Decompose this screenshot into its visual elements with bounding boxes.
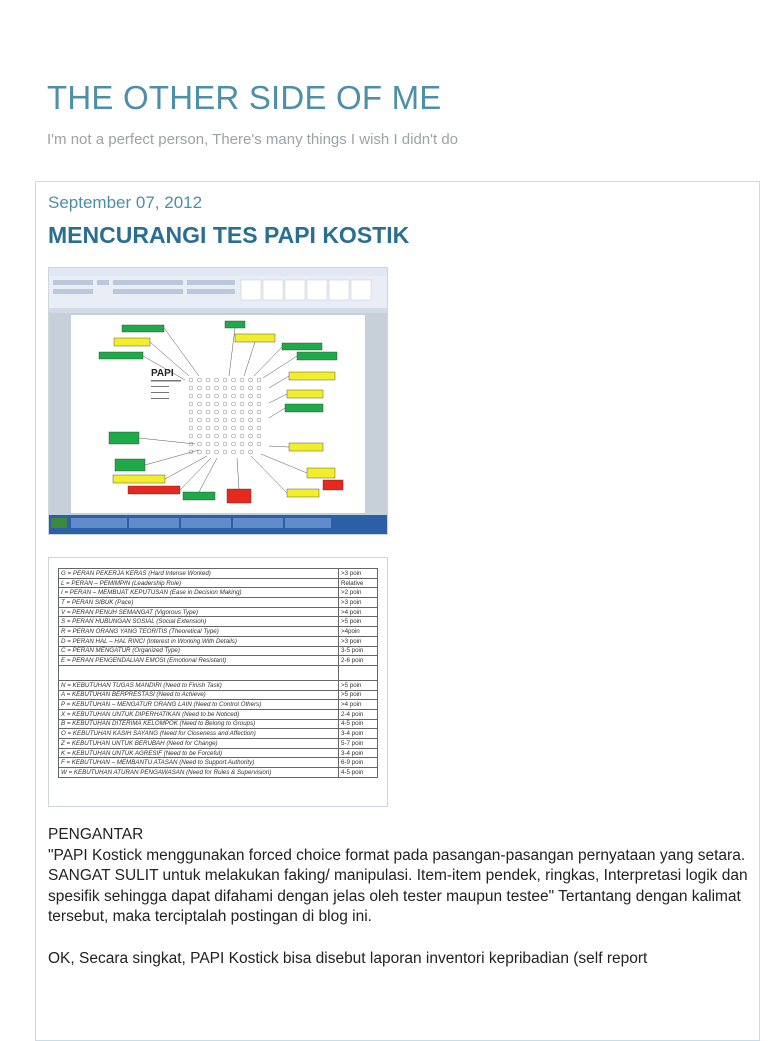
table-row xyxy=(59,627,378,637)
table-cell-label: L = PERAN – PEMIMPIN (Leadership Role) xyxy=(59,578,339,588)
table-row xyxy=(59,758,378,768)
table-row xyxy=(59,665,378,680)
table-cell-label xyxy=(59,665,339,680)
table-cell-label: R = PERAN ORANG YANG TEORITIS (Theoretical Type) xyxy=(59,627,339,637)
table-cell-label: A = KEBUTUHAN BERPRESTASI (Need to Achieve) xyxy=(59,690,339,700)
table-row xyxy=(59,680,378,690)
table-cell-value: >5 poin xyxy=(339,690,378,700)
table-cell-value: 5-7 poin xyxy=(339,739,378,749)
table-cell-label: W = KEBUTUHAN ATURAN PENGAWASAN (Need for Rules & Supervision) xyxy=(59,768,339,778)
table-cell-value: >3 poin xyxy=(339,598,378,608)
table-cell-label: O = KEBUTUHAN KASIH SAYANG (Need for Closeness and Affection) xyxy=(59,729,339,739)
papi-diagram-image[interactable] xyxy=(48,267,388,535)
table-cell-value: 2-4 poin xyxy=(339,709,378,719)
table-cell-label: E = PERAN PENGENDALIAN EMOSI (Emotional Resistant) xyxy=(59,656,339,666)
table-cell-label: K = KEBUTUHAN UNTUK AGRESIF (Need to be Forceful) xyxy=(59,748,339,758)
table-cell-label: S = PERAN HUBUNGAN SOSIAL (Social Extension) xyxy=(59,617,339,627)
post-date[interactable]: September 07, 2012 xyxy=(48,193,203,212)
table-cell-value: 3-4 poin xyxy=(339,748,378,758)
table-row xyxy=(59,607,378,617)
table-cell-value: 2-6 poin xyxy=(339,656,378,666)
blog-description: I'm not a perfect person, There's many things I wish I didn't do xyxy=(47,131,459,148)
table-cell-label: D = PERAN HAL – HAL RINCI (Interest in Working With Details) xyxy=(59,636,339,646)
table-row xyxy=(59,709,378,719)
table-row xyxy=(59,588,378,598)
table-cell-value: >5 poin xyxy=(339,680,378,690)
table-cell-label: G = PERAN PEKERJA KERAS (Hard Intense Worked) xyxy=(59,569,339,579)
table-row xyxy=(59,598,378,608)
table-cell-label: T = PERAN SIBUK (Pace) xyxy=(59,598,339,608)
table-cell-label: I = PERAN – MEMBUAT KEPUTUSAN (Ease in Decision Making) xyxy=(59,588,339,598)
table-cell-value xyxy=(339,665,378,680)
table-row xyxy=(59,739,378,749)
table-row xyxy=(59,729,378,739)
post-body xyxy=(48,825,748,990)
table-cell-value: >5 poin xyxy=(339,617,378,627)
table-cell-value: >4 poin xyxy=(339,700,378,710)
table-row xyxy=(59,656,378,666)
table-cell-label: N = KEBUTUHAN TUGAS MANDIRI (Need to Finish Task) xyxy=(59,680,339,690)
post-title[interactable]: MENCURANGI TES PAPI KOSTIK xyxy=(48,222,410,248)
post-paragraph-intro: PENGANTAR "PAPI Kostick menggunakan forced choice format pada pasangan-pasangan pernyataan yang setara. SANGAT SULIT untuk melakukan faking/ manipulasi. Item-item pendek, ringkas, Interpretasi logik dan spesifik sehingga dapat difahami dengan jelas oleh tester maupun testee" Tertantang dengan kalimat tersebut, maka terciptalah postingan di blog ini. xyxy=(48,826,748,925)
papi-label: PAPI xyxy=(151,368,174,379)
table-row xyxy=(59,700,378,710)
table-row xyxy=(59,578,378,588)
post-paragraph-2: OK, Secara singkat, PAPI Kostick bisa disebut laporan inventori kepribadian (self report xyxy=(48,949,648,967)
table-cell-value: >2 poin xyxy=(339,588,378,598)
table-cell-label: P = KEBUTUHAN – MENGATUR ORANG LAIN (Need to Control Others) xyxy=(59,700,339,710)
table-cell-label: C = PERAN MENGATUR (Organized Type) xyxy=(59,646,339,656)
table-cell-value: 3-5 poin xyxy=(339,646,378,656)
table-row xyxy=(59,646,378,656)
table-cell-value: Relative xyxy=(339,578,378,588)
table-cell-value: >3 poin xyxy=(339,569,378,579)
table-cell-label: Z = KEBUTUHAN UNTUK BERUBAH (Need for Change) xyxy=(59,739,339,749)
table-cell-value: 3-4 poin xyxy=(339,729,378,739)
table-cell-value: 4-5 poin xyxy=(339,719,378,729)
table-row xyxy=(59,690,378,700)
table-row xyxy=(59,719,378,729)
table-row xyxy=(59,768,378,778)
post xyxy=(35,181,760,1041)
table-cell-label: F = KEBUTUHAN – MEMBANTU ATASAN (Need to Support Authority) xyxy=(59,758,339,768)
table-row xyxy=(59,636,378,646)
table-row xyxy=(59,617,378,627)
table-cell-value: 6-9 poin xyxy=(339,758,378,768)
table-cell-value: >3 poin xyxy=(339,636,378,646)
table-cell-label: V = PERAN PENUH SEMANGAT (Vigorous Type) xyxy=(59,607,339,617)
table-row xyxy=(59,569,378,579)
papi-score-table xyxy=(58,568,378,778)
table-cell-label: B = KEBUTUHAN DITERIMA KELOMPOK (Need to Belong to Groups) xyxy=(59,719,339,729)
table-cell-value: >4 poin xyxy=(339,607,378,617)
table-cell-value: >4poin xyxy=(339,627,378,637)
blog-title[interactable]: THE OTHER SIDE OF ME xyxy=(47,79,442,116)
table-row xyxy=(59,748,378,758)
papi-diagram-svg xyxy=(49,268,387,534)
table-cell-value: 4-5 poin xyxy=(339,768,378,778)
blog-header xyxy=(47,78,442,118)
papi-score-table-image[interactable] xyxy=(48,557,388,807)
table-cell-label: X = KEBUTUHAN UNTUK DIPERHATIKAN (Need to be Noticed) xyxy=(59,709,339,719)
